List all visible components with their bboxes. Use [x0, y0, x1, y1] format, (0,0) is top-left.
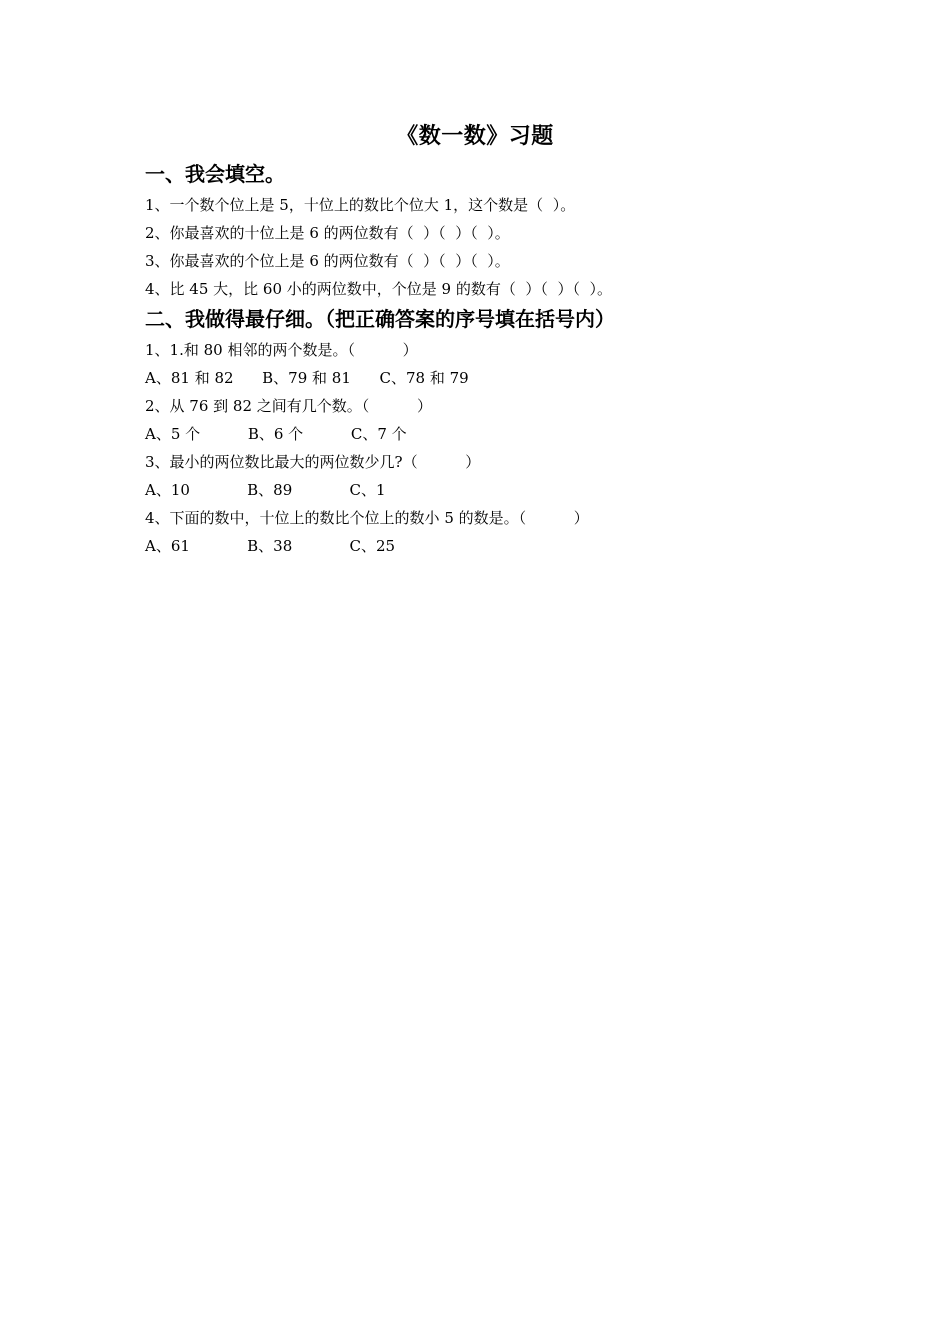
section-heading-fill-in: 一、我会填空。	[145, 162, 285, 186]
page-title: 《数一数》习题	[396, 124, 554, 149]
choice-options-1: A、81 和 82 B、79 和 81 C、78 和 79	[145, 369, 469, 387]
fill-in-question-4: 4、比 45 大，比 60 小的两位数中，个位是 9 的数有（ ）（ ）（ ）。	[145, 280, 612, 298]
choice-options-3: A、10 B、89 C、1	[145, 481, 386, 499]
choice-question-4: 4、下面的数中，十位上的数比个位上的数小 5 的数是。（ ）	[145, 509, 589, 527]
choice-question-2: 2、从 76 到 82 之间有几个数。（ ）	[145, 397, 432, 415]
choice-options-4: A、61 B、38 C、25	[145, 537, 396, 555]
fill-in-question-1: 1、一个数个位上是 5，十位上的数比个位大 1，这个数是（ ）。	[145, 196, 576, 214]
choice-options-2: A、5 个 B、6 个 C、7 个	[145, 425, 407, 443]
choice-question-3: 3、最小的两位数比最大的两位数少几?（ ）	[145, 453, 481, 471]
section-heading-multiple-choice: 二、我做得最仔细。（把正确答案的序号填在括号内）	[145, 307, 615, 331]
fill-in-question-3: 3、你最喜欢的个位上是 6 的两位数有（ ）（ ）（ ）。	[145, 252, 510, 270]
fill-in-question-2: 2、你最喜欢的十位上是 6 的两位数有（ ）（ ）（ ）。	[145, 224, 510, 242]
choice-question-1: 1、1.和 80 相邻的两个数是。（ ）	[145, 341, 418, 359]
